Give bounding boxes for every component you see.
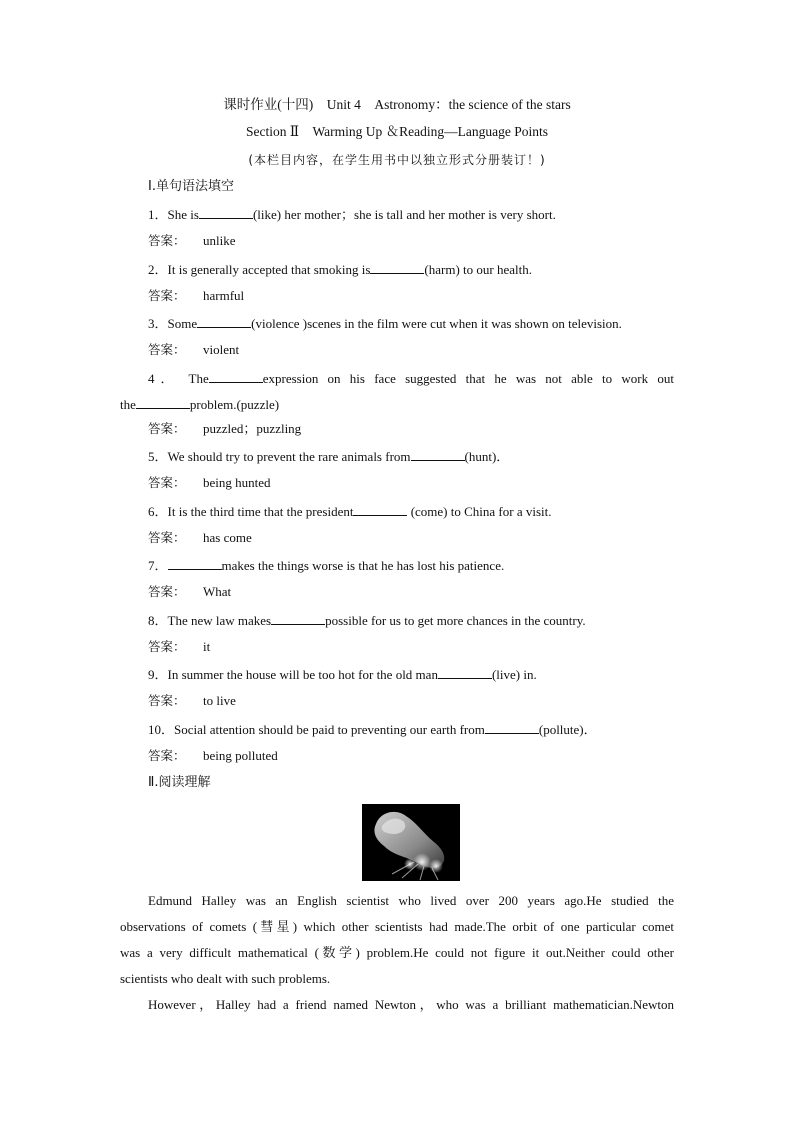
question-text: Social attention should be paid to preventing our earth from: [174, 722, 485, 737]
answer-label: 答案：: [148, 530, 186, 545]
question-1: [148, 206, 556, 223]
page-title: 课时作业(十四) Unit 4 Astronomy：the science of the stars: [223, 97, 571, 112]
question-2: [148, 261, 532, 278]
question-text: She is: [167, 207, 199, 222]
question-text: The: [188, 371, 209, 386]
answer-text: has come: [203, 530, 252, 545]
answer-blank: [438, 666, 492, 679]
answer-blank: [209, 370, 263, 383]
question-6: [148, 503, 552, 520]
answer-blank: [199, 206, 253, 219]
question-3: [148, 315, 622, 332]
question-text: (violence )scenes in the film were cut when it was shown on television.: [251, 316, 622, 331]
question-text: In summer the house will be too hot for the old man: [167, 667, 438, 682]
answer-text: violent: [203, 342, 240, 357]
answer-blank: [197, 315, 251, 328]
question-number: 4．: [148, 371, 180, 386]
answer-text: being polluted: [203, 748, 278, 763]
passage-text: scientists who dealt with such problems.: [120, 971, 331, 986]
answer-3: [148, 342, 239, 358]
answer-text: to live: [203, 693, 236, 708]
comet-image: [362, 804, 460, 881]
answer-label: 答案：: [148, 748, 186, 763]
page-subtitle: Section Ⅱ Warming Up ＆Reading—Language Points: [245, 124, 549, 139]
question-text: expression on his face suggested that he was not able to work out: [262, 371, 674, 386]
answer-blank: [485, 721, 539, 734]
binding-note: (本栏目内容，在学生用书中以独立形式分册装订！): [248, 153, 546, 167]
section-heading-grammar: Ⅰ.单句语法填空: [148, 179, 234, 194]
question-text: problem.(puzzle): [189, 397, 280, 412]
answer-label: 答案：: [148, 421, 186, 436]
passage-line-1: [148, 893, 674, 909]
question-text: (harm) to our health.: [424, 262, 532, 277]
question-text: We should try to prevent the rare animals from: [167, 449, 411, 464]
question-text: makes the things worse is that he has lost his patience.: [221, 558, 505, 573]
passage-text: was a very difficult mathematical (数学) problem.He could not figure it out.Neither could other: [120, 945, 674, 960]
question-number: 8．: [148, 613, 168, 628]
passage-line-4: [120, 971, 330, 987]
question-4: [148, 370, 674, 387]
answer-8: [148, 639, 210, 655]
section-heading-reading: Ⅱ.阅读理解: [148, 775, 211, 790]
passage-text: observations of comets (彗星) which other scientists had made.The orbit of one particular comet: [120, 919, 674, 934]
question-text: (hunt)．: [464, 449, 510, 464]
answer-blank: [370, 261, 424, 274]
answer-label: 答案：: [148, 233, 186, 248]
question-text: It is the third time that the president: [167, 504, 354, 519]
answer-label: 答案：: [148, 584, 186, 599]
question-text: (come) to China for a visit.: [407, 504, 552, 519]
question-8: [148, 612, 586, 629]
question-7: [148, 557, 504, 574]
question-number: 6．: [148, 504, 168, 519]
answer-text: unlike: [203, 233, 236, 248]
answer-9: [148, 693, 236, 709]
question-text: It is generally accepted that smoking is: [167, 262, 371, 277]
question-number: 10．: [148, 722, 175, 737]
answer-blank: [136, 396, 190, 409]
question-text: the: [120, 397, 136, 412]
question-number: 9．: [148, 667, 168, 682]
question-10: [148, 721, 597, 738]
answer-label: 答案：: [148, 639, 186, 654]
answer-blank: [168, 557, 222, 570]
answer-text: What: [203, 584, 232, 599]
question-text: Some: [167, 316, 198, 331]
answer-1: [148, 233, 236, 249]
question-number: 5．: [148, 449, 168, 464]
question-number: 1．: [148, 207, 168, 222]
answer-text: puzzled；puzzling: [203, 421, 302, 436]
answer-blank: [271, 612, 325, 625]
question-text: (live) in.: [491, 667, 537, 682]
question-9: [148, 666, 537, 683]
answer-text: it: [203, 639, 211, 654]
question-4-line-1: [148, 370, 674, 387]
passage-text: However，Halley had a friend named Newton，who was a brilliant mathematician.Newton: [148, 997, 674, 1012]
question-4-line-2: [120, 396, 279, 413]
answer-label: 答案：: [148, 288, 186, 303]
passage-line-2: [120, 919, 674, 935]
question-text: (like) her mother；she is tall and her mother is very short.: [252, 207, 556, 222]
question-5: [148, 448, 509, 465]
answer-text: being hunted: [203, 475, 271, 490]
question-text: The new law makes: [167, 613, 272, 628]
question-text: (pollute)．: [538, 722, 597, 737]
answer-label: 答案：: [148, 342, 186, 357]
answer-blank: [353, 503, 407, 516]
passage-line-3: [120, 945, 674, 961]
question-number: 2．: [148, 262, 168, 277]
question-number: 3．: [148, 316, 168, 331]
comet-illustration: [362, 804, 460, 881]
answer-label: 答案：: [148, 475, 186, 490]
answer-label: 答案：: [148, 693, 186, 708]
question-number: 7．: [148, 558, 168, 573]
answer-2: [148, 288, 244, 304]
answer-6: [148, 530, 252, 546]
answer-7: [148, 584, 231, 600]
answer-blank: [411, 448, 465, 461]
passage-line-5: [148, 997, 674, 1013]
answer-4: [148, 421, 301, 437]
answer-10: [148, 748, 278, 764]
answer-5: [148, 475, 271, 491]
passage-text: Edmund Halley was an English scientist who lived over 200 years ago.He studied the: [148, 893, 674, 908]
answer-text: harmful: [203, 288, 245, 303]
question-text: possible for us to get more chances in the country.: [325, 613, 586, 628]
